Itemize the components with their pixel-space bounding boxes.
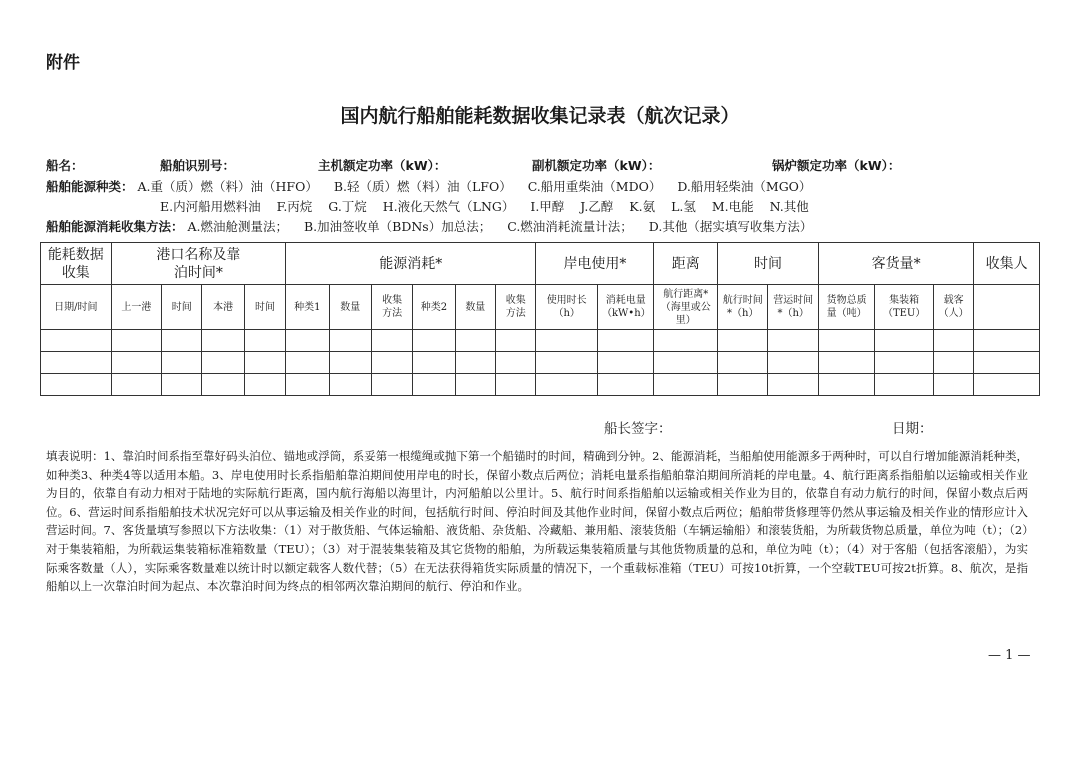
- subheader-passengers: 载客（人）: [933, 285, 973, 330]
- subheader-cargo-mass: 货物总质量（吨）: [818, 285, 875, 330]
- subheader-this-port: 本港: [202, 285, 244, 330]
- header-cargo: 客货量*: [818, 243, 973, 285]
- energy-option: F.丙烷: [276, 199, 313, 214]
- subheader-shore-power-consumption: 消耗电量（kW•h）: [597, 285, 654, 330]
- main-engine-power-label: 主机额定功率（kW）：: [318, 158, 447, 173]
- subheader-quantity-2: 数量: [455, 285, 495, 330]
- table-row: [41, 330, 1040, 352]
- energy-option: J.乙醇: [580, 199, 614, 214]
- table-sub-header-row: [41, 285, 1040, 330]
- table-row: [41, 374, 1040, 396]
- voyage-record-table: [40, 242, 1040, 396]
- energy-option: G.丁烷: [328, 199, 367, 214]
- filling-instructions: 填表说明：1、靠泊时间系指至靠好码头泊位、锚地或浮筒，系妥第一根缆绳或抛下第一个船锚时的时间，精确到分钟。2、能源消耗，当船舶使用能源多于两种时，可以自行增加能源消耗种类，如种类3、种类4等以适用本船。3、岸电使用时长系指船舶靠泊期间使用岸电的时长，保留小数点后两位；消耗电量系指船舶靠泊期间所消耗的岸电量。4、航行距离系指船舶以运输或相关作业为目的，依靠自有动力相对于陆地的实际航行距离，国内航行海船以海里计，内河船舶以公里计。5、航行时间系指船舶以运输或相关作业为目的，依靠自有动力航行的时间，保留小数点后两位。6、营运时间系指船舶技术状况完好可以从事运输及相关作业的时间，包括航行时间、停泊时间及其他作业时间，保留小数点后两位；船舶带货修理等仍然从事运输及相关作业的情形应计入营运时间。7、客货量填写参照以下方法收集：（1）对于散货船、气体运输船、液货船、杂货船、冷藏船、兼用船、滚装货船（车辆运输船）和滚装货船，为所载货物总质量，单位为吨（t）；（2）对于集装箱船，为所载运集装箱标准箱数量（TEU）；（3）对于混装集装箱及其它货物的船舶，为所载运集装箱质量与其他货物质量的总和，单位为吨（t）；（4）对于客船（包括客滚船），为实际乘客数量（人），实际乘客数量难以统计时以额定载客人数代替；（5）在无法获得箱货实际质量的情况下，一个重载标准箱（TEU）可按10t折算，一个空载TEU可按2t折算。8、航次，是指船舶以上一次靠泊时间为起点、本次靠泊时间为终点的相邻两次靠泊期间的航行、停泊和作业。: [46, 449, 1028, 594]
- collection-methods-row: [46, 217, 824, 235]
- subheader-sailing-time: 航行时间*（h）: [718, 285, 768, 330]
- subheader-type-1: 种类1: [286, 285, 329, 330]
- subheader-prev-time: 时间: [162, 285, 202, 330]
- aux-engine-power-label: 副机额定功率（kW）：: [532, 158, 661, 173]
- table-group-header-row: [41, 243, 1040, 285]
- header-collector: 收集人: [974, 243, 1040, 285]
- table-row: [41, 352, 1040, 374]
- boiler-power-label: 锅炉额定功率（kW）：: [772, 158, 901, 173]
- header-energy-consumption: 能源消耗*: [286, 243, 536, 285]
- subheader-operating-time: 营运时间*（h）: [768, 285, 818, 330]
- subheader-quantity-1: 数量: [329, 285, 371, 330]
- collection-method-option: B.加油签收单（BDNs）加总法；: [304, 219, 492, 234]
- subheader-sailing-distance: 航行距离*（海里或公里）: [654, 285, 718, 330]
- subheader-type-2: 种类2: [413, 285, 455, 330]
- ship-name-label: 船名：: [46, 158, 84, 173]
- energy-option: K.氨: [629, 199, 656, 214]
- captain-signature-label: 船长签字：: [604, 421, 672, 437]
- subheader-this-time: 时间: [244, 285, 285, 330]
- subheader-collector: [974, 285, 1040, 330]
- subheader-prev-port: 上一港: [111, 285, 161, 330]
- ship-id-label: 船舶识别号：: [160, 158, 236, 173]
- signature-date-label: 日期：: [892, 421, 933, 437]
- page-number: — 1 —: [988, 648, 1031, 663]
- energy-option: D.船用轻柴油（MGO）: [677, 179, 812, 194]
- energy-option: L.氢: [671, 199, 696, 214]
- energy-types-row-2: [160, 197, 821, 215]
- energy-option: I.甲醇: [530, 199, 565, 214]
- collection-method-option: A.燃油舱测量法；: [187, 219, 289, 234]
- subheader-shore-power-duration: 使用时长（h）: [536, 285, 598, 330]
- energy-option: N.其他: [769, 199, 809, 214]
- subheader-date-time: 日期/时间: [41, 285, 112, 330]
- subheader-method-1: 收集方法: [371, 285, 412, 330]
- energy-types-row: [46, 177, 823, 195]
- energy-option: M.电能: [711, 199, 754, 214]
- subheader-method-2: 收集方法: [496, 285, 536, 330]
- form-title: 国内航行船舶能耗数据收集记录表（航次记录）: [340, 105, 740, 127]
- energy-types-label: 船舶能源种类：: [46, 179, 134, 194]
- collection-method-option: D.其他（据实填写收集方法）: [648, 219, 813, 234]
- header-shore-power: 岸电使用*: [536, 243, 654, 285]
- energy-option: C.船用重柴油（MDO）: [527, 179, 662, 194]
- energy-option: B.轻（质）燃（料）油（LFO）: [333, 179, 512, 194]
- energy-option: A.重（质）燃（料）油（HFO）: [137, 179, 318, 194]
- attachment-label: 附件: [46, 53, 80, 73]
- collection-method-option: C.燃油消耗流量计法；: [507, 219, 633, 234]
- energy-option: E.内河船用燃料油: [160, 199, 261, 214]
- subheader-teu: 集装箱（TEU）: [875, 285, 934, 330]
- energy-option: H.液化天然气（LNG）: [382, 199, 515, 214]
- header-data-collection: 能耗数据收集: [41, 243, 112, 285]
- collection-methods-label: 船舶能源消耗收集方法：: [46, 219, 184, 234]
- header-distance: 距离: [654, 243, 718, 285]
- header-port-time: 港口名称及靠泊时间*: [111, 243, 286, 285]
- header-time: 时间: [718, 243, 819, 285]
